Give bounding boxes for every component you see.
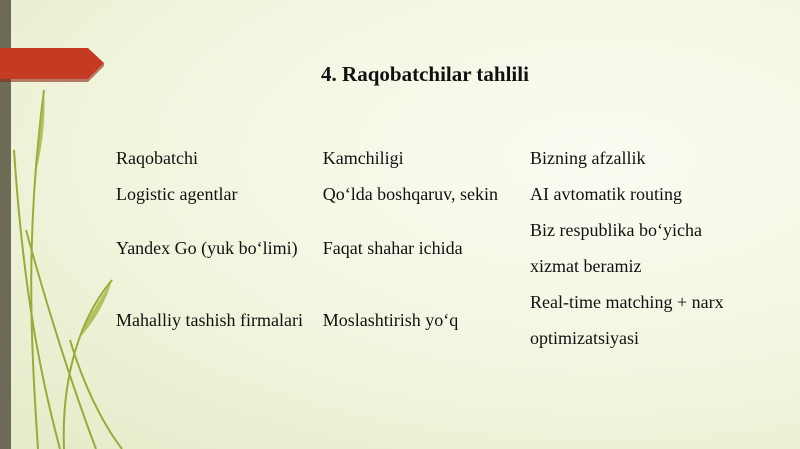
table-cell: Logistic agentlar xyxy=(116,184,238,204)
table-cell: AI avtomatik routing xyxy=(529,184,682,204)
table-cell: Qo‘lda boshqaruv, sekin xyxy=(322,184,499,204)
table-row xyxy=(110,284,750,356)
table-cell: Real-time matching + narx optimizatsiyasi xyxy=(529,292,724,348)
table-cell: Yandex Go (yuk bo‘limi) xyxy=(116,238,298,258)
header-weakness: Kamchiligi xyxy=(322,148,404,168)
table-cell: Moslashtirish yo‘q xyxy=(322,310,459,330)
table-row xyxy=(110,212,750,284)
competitor-table xyxy=(110,140,750,356)
header-competitor: Raqobatchi xyxy=(116,148,198,168)
table-row xyxy=(110,176,750,212)
table-header-row xyxy=(110,140,750,176)
table-cell: Faqat shahar ichida xyxy=(322,238,463,258)
slide-title: 4. Raqobatchilar tahlili xyxy=(321,62,529,86)
header-advantage: Bizning afzallik xyxy=(529,148,646,168)
table-cell: Biz respublika bo‘yicha xizmat beramiz xyxy=(529,220,702,276)
table-cell: Mahalliy tashish firmalari xyxy=(116,310,303,330)
